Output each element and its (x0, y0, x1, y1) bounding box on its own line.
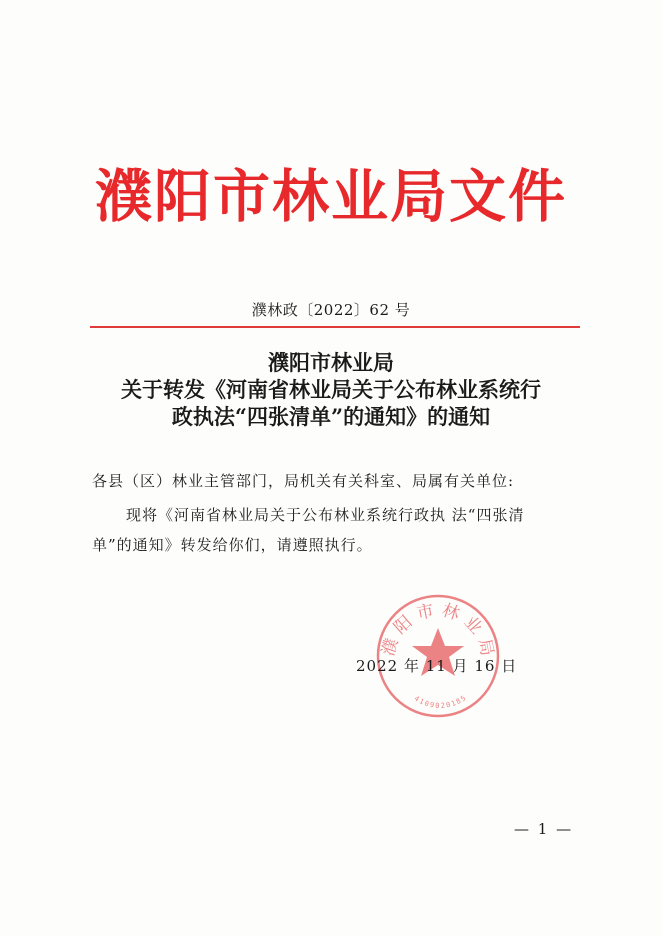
red-divider-line (90, 326, 580, 328)
body-line-1: 现将《河南省林业局关于公布林业系统行政执 法“四张清 (126, 506, 525, 524)
document-date: 2022 年 11 月 16 日 (356, 657, 518, 675)
title-line-3: 政执法“四张清单”的通知》的通知 (171, 404, 491, 429)
svg-text:4109020185 (413, 693, 469, 710)
document-title (0, 349, 662, 430)
document-masthead: 濮阳市林业局文件 (95, 164, 567, 230)
seal-code: 4109020185 (412, 693, 469, 711)
page-number: — 1 — (514, 820, 574, 838)
document-number: 濮林政〔2022〕62 号 (251, 301, 411, 319)
salutation: 各县（区）林业主管部门，局机关有关科室、局属有关单位: (92, 472, 515, 490)
body-line-2: 单”的通知》转发给你们，请遵照执行。 (92, 536, 373, 554)
seal-text: 濮阳市林业局 (378, 599, 499, 664)
title-line-1: 濮阳市林业局 (268, 350, 394, 375)
title-line-2: 关于转发《河南省林业局关于公布林业系统行 (121, 377, 541, 402)
body-paragraph (92, 500, 562, 560)
